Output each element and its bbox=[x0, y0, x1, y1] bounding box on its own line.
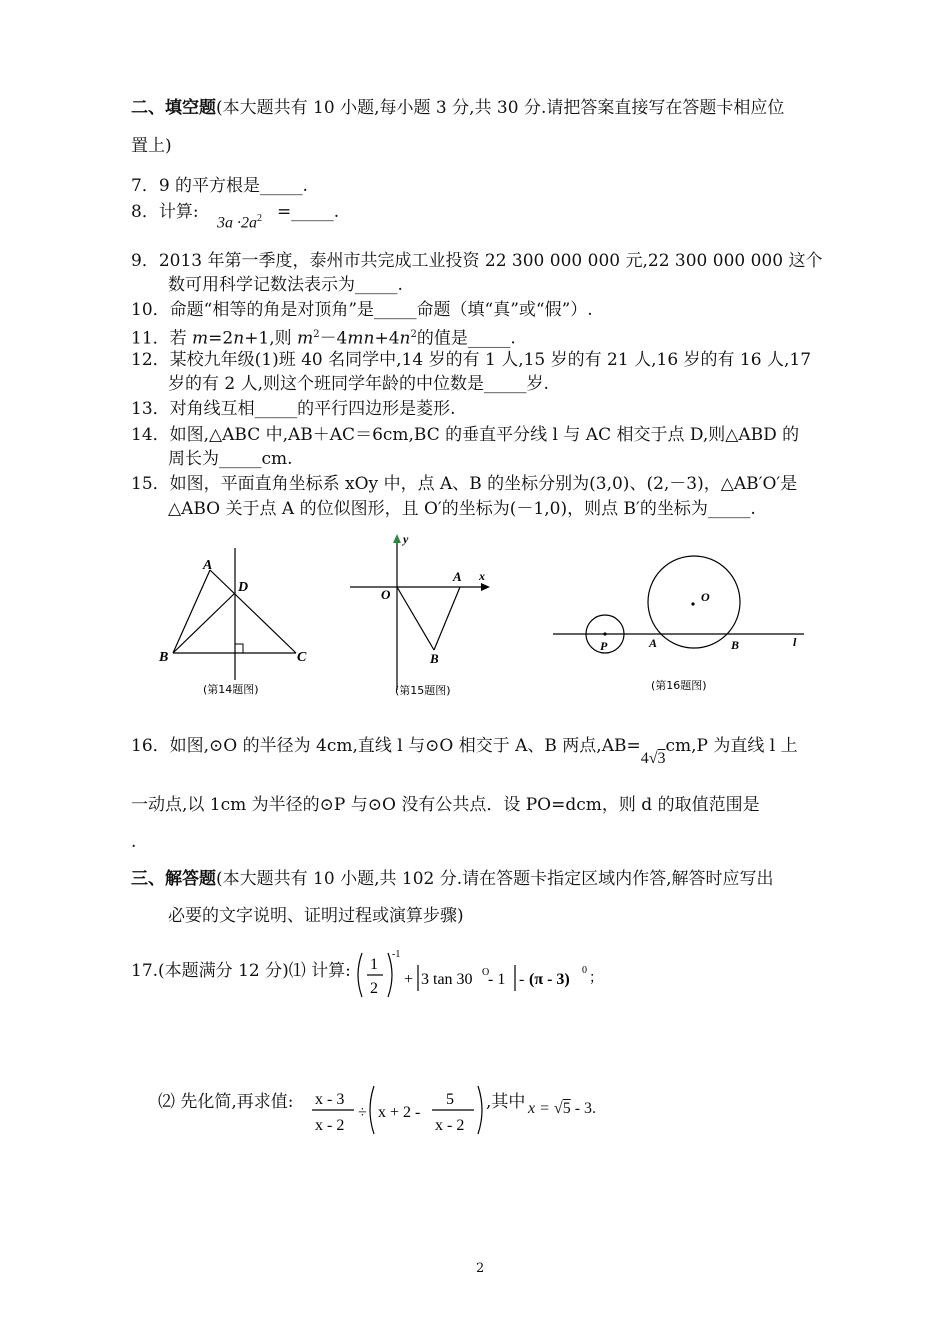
fig15-label-B: B bbox=[430, 651, 439, 666]
q17-minus3: - 3 bbox=[570, 1100, 593, 1117]
fig14-label-A: A bbox=[203, 558, 213, 573]
page-number: 2 bbox=[476, 1261, 485, 1276]
fig16-label-A: A bbox=[649, 636, 658, 650]
question-8-label: 8．计算: bbox=[131, 202, 199, 222]
q17-x-eq: x = bbox=[528, 1100, 554, 1117]
edge-AC bbox=[210, 570, 296, 653]
question-15-line1: 15．如图，平面直角坐标系 xOy 中，点 A、B 的坐标分别为(3,0)、(2,－3)，△AB′O′是 bbox=[131, 474, 798, 494]
part2-right-paren bbox=[478, 1086, 482, 1134]
q11-mn: mn bbox=[347, 328, 375, 349]
part2-left-paren bbox=[370, 1086, 374, 1134]
question-14-line2: 周长为_____cm. bbox=[168, 449, 293, 469]
q8-exp: 2 bbox=[257, 213, 262, 224]
fig14-label-C: C bbox=[297, 650, 307, 665]
q11-c: =2 bbox=[208, 328, 234, 349]
question-9-line2: 数可用科学记数法表示为_____. bbox=[168, 275, 403, 295]
q17-minus2: - bbox=[519, 971, 525, 988]
fig15-label-O: O bbox=[381, 587, 391, 602]
section3-instructions-cont: 必要的文字说明、证明过程或演算步骤) bbox=[168, 906, 464, 926]
q17-frac2-num: 5 bbox=[446, 1091, 454, 1108]
center-P-dot bbox=[603, 632, 606, 635]
figure-15 bbox=[345, 530, 505, 705]
question-8-tail: =_____. bbox=[277, 202, 340, 222]
q17-inner-a: x + 2 - bbox=[378, 1104, 421, 1121]
question-15-line2: △ABO 关于点 A 的位似图形，且 O′的坐标为(－1,0)，则点 B′的坐标为_____. bbox=[168, 499, 756, 519]
q17-x-value: x = √5 - 3. bbox=[528, 1100, 597, 1117]
q17-semicolon: ； bbox=[589, 971, 603, 986]
section2-instructions-cont: 置上) bbox=[131, 136, 172, 156]
y-axis-arrow bbox=[393, 534, 401, 543]
fig15-caption: (第15题图) bbox=[395, 684, 451, 697]
q17-frac1-num: x - 3 bbox=[315, 1091, 345, 1108]
q17-degree: O bbox=[482, 967, 490, 978]
q11-n: n bbox=[233, 328, 245, 349]
fig16-label-l: l bbox=[793, 635, 797, 649]
q17-part1-expression bbox=[352, 945, 612, 1005]
fig15-label-A: A bbox=[453, 569, 462, 584]
question-12-line1: 12．某校九年级(1)班 40 名同学中,14 岁的有 1 人,15 岁的有 21 人,16 岁的有 16 人,17 bbox=[131, 350, 812, 370]
fig15-label-x: x bbox=[479, 569, 485, 583]
question-14-line1: 14．如图,△ABC 中,AB＋AC＝6cm,BC 的垂直平分线 l 与 AC 相交于点 D,则△ABD 的 bbox=[131, 425, 800, 445]
q11-tail: 的值是_____. bbox=[416, 328, 516, 349]
question-17-label: 17.(本题满分 12 分)⑴ 计算: bbox=[131, 961, 351, 981]
q11-h: －4 bbox=[319, 328, 348, 349]
section3-heading-line bbox=[131, 867, 774, 891]
question-12-line2: 岁的有 2 人,则这个班同学年龄的中位数是_____岁. bbox=[168, 374, 549, 394]
section2-title: 二、填空题 bbox=[131, 98, 216, 118]
center-O-dot bbox=[691, 602, 694, 605]
section2-heading-line bbox=[131, 96, 784, 120]
question-13: 13．对角线互相_____的平行四边形是菱形. bbox=[131, 399, 456, 419]
q17-num: 1 bbox=[370, 956, 378, 973]
segment-BA bbox=[434, 587, 460, 650]
fig15-label-y: y bbox=[403, 532, 409, 546]
section2-instructions: (本大题共有 10 小题,每小题 3 分,共 30 分.请把答案直接写在答题卡相应位 bbox=[216, 98, 785, 118]
q17-divide: ÷ bbox=[358, 1104, 367, 1121]
fig14-label-B: B bbox=[159, 650, 169, 665]
figure-16 bbox=[548, 555, 813, 700]
question-16-line2: 一动点,以 1cm 为半径的⊙P 与⊙O 没有公共点．设 PO=dcm，则 d 的取值范围是 bbox=[131, 795, 760, 815]
question-11 bbox=[131, 323, 516, 351]
q17-plus: + bbox=[404, 971, 414, 988]
edge-BD bbox=[173, 593, 235, 653]
q17-minus1: - 1 bbox=[488, 971, 506, 988]
q8-expr: 3a ·2a bbox=[217, 214, 257, 232]
q17-exp0: 0 bbox=[582, 965, 587, 976]
q17-sqrt5: 5 bbox=[562, 1100, 571, 1117]
q11-n2: n bbox=[399, 328, 411, 349]
q16-text-b: cm,P 为直线 l 上 bbox=[665, 736, 798, 756]
q11-sq2: 2 bbox=[410, 329, 417, 340]
question-8-expression bbox=[217, 213, 262, 232]
segment-OB bbox=[397, 587, 434, 650]
q17-pi-term: (π - 3) bbox=[529, 971, 570, 988]
q16-text-a: 16．如图,⊙O 的半径为 4cm,直线 l 与⊙O 相交于 A、B 两点,AB= bbox=[131, 736, 641, 756]
question-17-part2-label: ⑵ 先化简,再求值: bbox=[158, 1092, 294, 1112]
q11-j: +4 bbox=[374, 328, 400, 349]
left-paren bbox=[358, 953, 362, 997]
fig14-label-D: D bbox=[238, 580, 249, 595]
q11-sq: 2 bbox=[313, 329, 320, 340]
q11-a: 11．若 bbox=[131, 328, 193, 349]
figure-14 bbox=[150, 540, 330, 705]
edge-AB bbox=[173, 570, 210, 653]
question-7: 7．9 的平方根是_____. bbox=[131, 176, 308, 196]
q17-den: 2 bbox=[370, 980, 378, 997]
q11-e: +1,则 bbox=[244, 328, 298, 349]
q17-exp-neg1: -1 bbox=[392, 949, 401, 960]
q11-m: m bbox=[192, 328, 209, 349]
question-16-line1 bbox=[131, 734, 798, 767]
q17-frac2-den: x - 2 bbox=[435, 1117, 465, 1134]
fig16-label-O: O bbox=[701, 590, 710, 604]
q17-frac1-den: x - 2 bbox=[315, 1117, 345, 1134]
fig14-caption: (第14题图) bbox=[203, 683, 259, 696]
q17-comma-text: ,其中 bbox=[486, 1092, 526, 1112]
section3-title: 三、解答题 bbox=[131, 869, 216, 889]
q16-sqrt-expr: 4√3 bbox=[640, 750, 666, 767]
right-angle-mark bbox=[235, 644, 243, 653]
fig16-caption: (第16题图) bbox=[651, 679, 707, 692]
question-10: 10．命题“相等的角是对顶角”是_____命题（填“真”或“假”）. bbox=[131, 300, 593, 320]
q17-part2-expression bbox=[308, 1080, 488, 1140]
fig16-label-P: P bbox=[600, 639, 608, 653]
question-16-line3: . bbox=[131, 832, 137, 852]
q16-coef: 4 bbox=[640, 750, 649, 767]
section3-instructions: (本大题共有 10 小题,共 102 分.请在答题卡指定区域内作答,解答时应写出 bbox=[216, 869, 774, 889]
q17-abs-content: 3 tan 30 bbox=[421, 971, 473, 988]
x-axis-arrow bbox=[481, 583, 490, 591]
fig16-label-B: B bbox=[731, 638, 740, 652]
q16-radicand: 3 bbox=[657, 750, 666, 767]
q17-period: . bbox=[592, 1100, 597, 1117]
q11-m2: m bbox=[297, 328, 314, 349]
question-9-line1: 9．2013 年第一季度，泰州市共完成工业投资 22 300 000 000 元,22 300 000 000 这个 bbox=[131, 251, 823, 271]
